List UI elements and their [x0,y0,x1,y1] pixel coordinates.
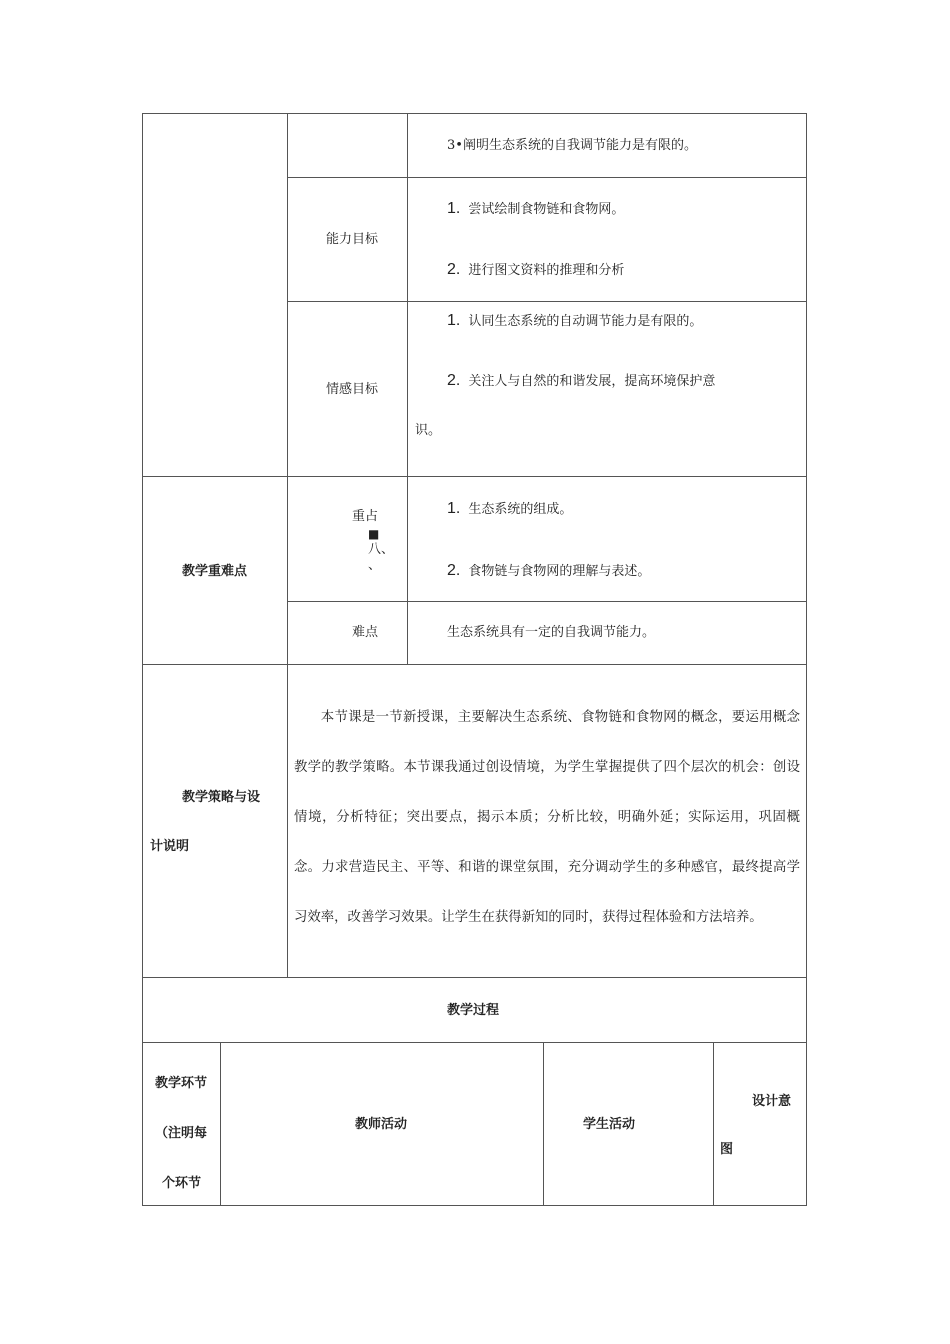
strategy-paragraph: 本节课是一节新授课，主要解决生态系统、食物链和食物网的概念，要运用概念教学的教学策略。本节课我通过创设情境，为学生掌握提供了四个层次的机会：创设情境，分析特征；突出要点，揭示本质；分析比较，明确外延；实际运用，巩固概念。力求营造民主、平等、和谐的课堂氛围，充分调动学生的多种感官，最终提高学习效率，改善学习效果。让学生在获得新知的同时，获得过程体验和方法培养。 [294,710,800,925]
header-design-intent-line2: 图 [720,1142,734,1157]
emotion-label: 情感目标 [326,382,379,397]
focus-label-line1: 重占 [352,509,379,524]
divider-col1 [287,113,288,977]
emotion-item-2-continuation: 识。 [415,423,442,438]
keypoints-section-label: 教学重难点 [182,564,248,579]
focus-label-line2: ■ [368,527,380,541]
knowledge-item-3: 3•阐明生态系统的自我调节能力是有限的。 [447,138,697,153]
emotion-item-1: 1. 认同生态系统的自动调节能力是有限的。 [447,312,703,329]
strategy-label-line1: 教学策略与设 [182,790,261,805]
divider-process-col2 [543,1042,544,1206]
divider-difficulty-top [287,601,807,602]
ability-item-2: 2. 进行图文资料的推理和分析 [447,261,625,278]
emotion-item-2: 2. 关注人与自然的和谐发展，提高环境保护意 [447,372,716,389]
divider-strategy-top [142,664,807,665]
header-stage-line3: 个环节 [162,1176,202,1191]
difficulty-label: 难点 [352,625,379,640]
table-border-bottom [142,1205,807,1206]
table-border-top [142,113,807,114]
divider-process-col1 [220,1042,221,1206]
divider-row-ability-top [287,177,807,178]
divider-process-header-top [142,1042,807,1043]
ability-label: 能力目标 [326,232,379,247]
divider-row-emotion-top [287,301,807,302]
header-design-intent-line1: 设计意 [752,1094,792,1109]
strategy-label-line2: 计说明 [150,839,190,854]
divider-keypoints-top [142,476,807,477]
focus-label-line4: 、 [368,558,382,573]
header-stage-line1: 教学环节 [155,1076,208,1091]
difficulty-text: 生态系统具有一定的自我调节能力。 [447,625,656,640]
header-teacher-activity: 教师活动 [355,1117,408,1132]
process-title: 教学过程 [447,1003,500,1018]
divider-process-title-top [142,977,807,978]
focus-item-1: 1. 生态系统的组成。 [447,500,573,517]
focus-label-line3: 八、 [368,542,395,557]
ability-item-1: 1. 尝试绘制食物链和食物网。 [447,200,625,217]
divider-col2 [407,113,408,665]
header-student-activity: 学生活动 [583,1117,636,1132]
divider-process-col3 [713,1042,714,1206]
focus-item-2: 2. 食物链与食物网的理解与表述。 [447,562,651,579]
header-stage-line2: （注明每 [155,1126,208,1141]
